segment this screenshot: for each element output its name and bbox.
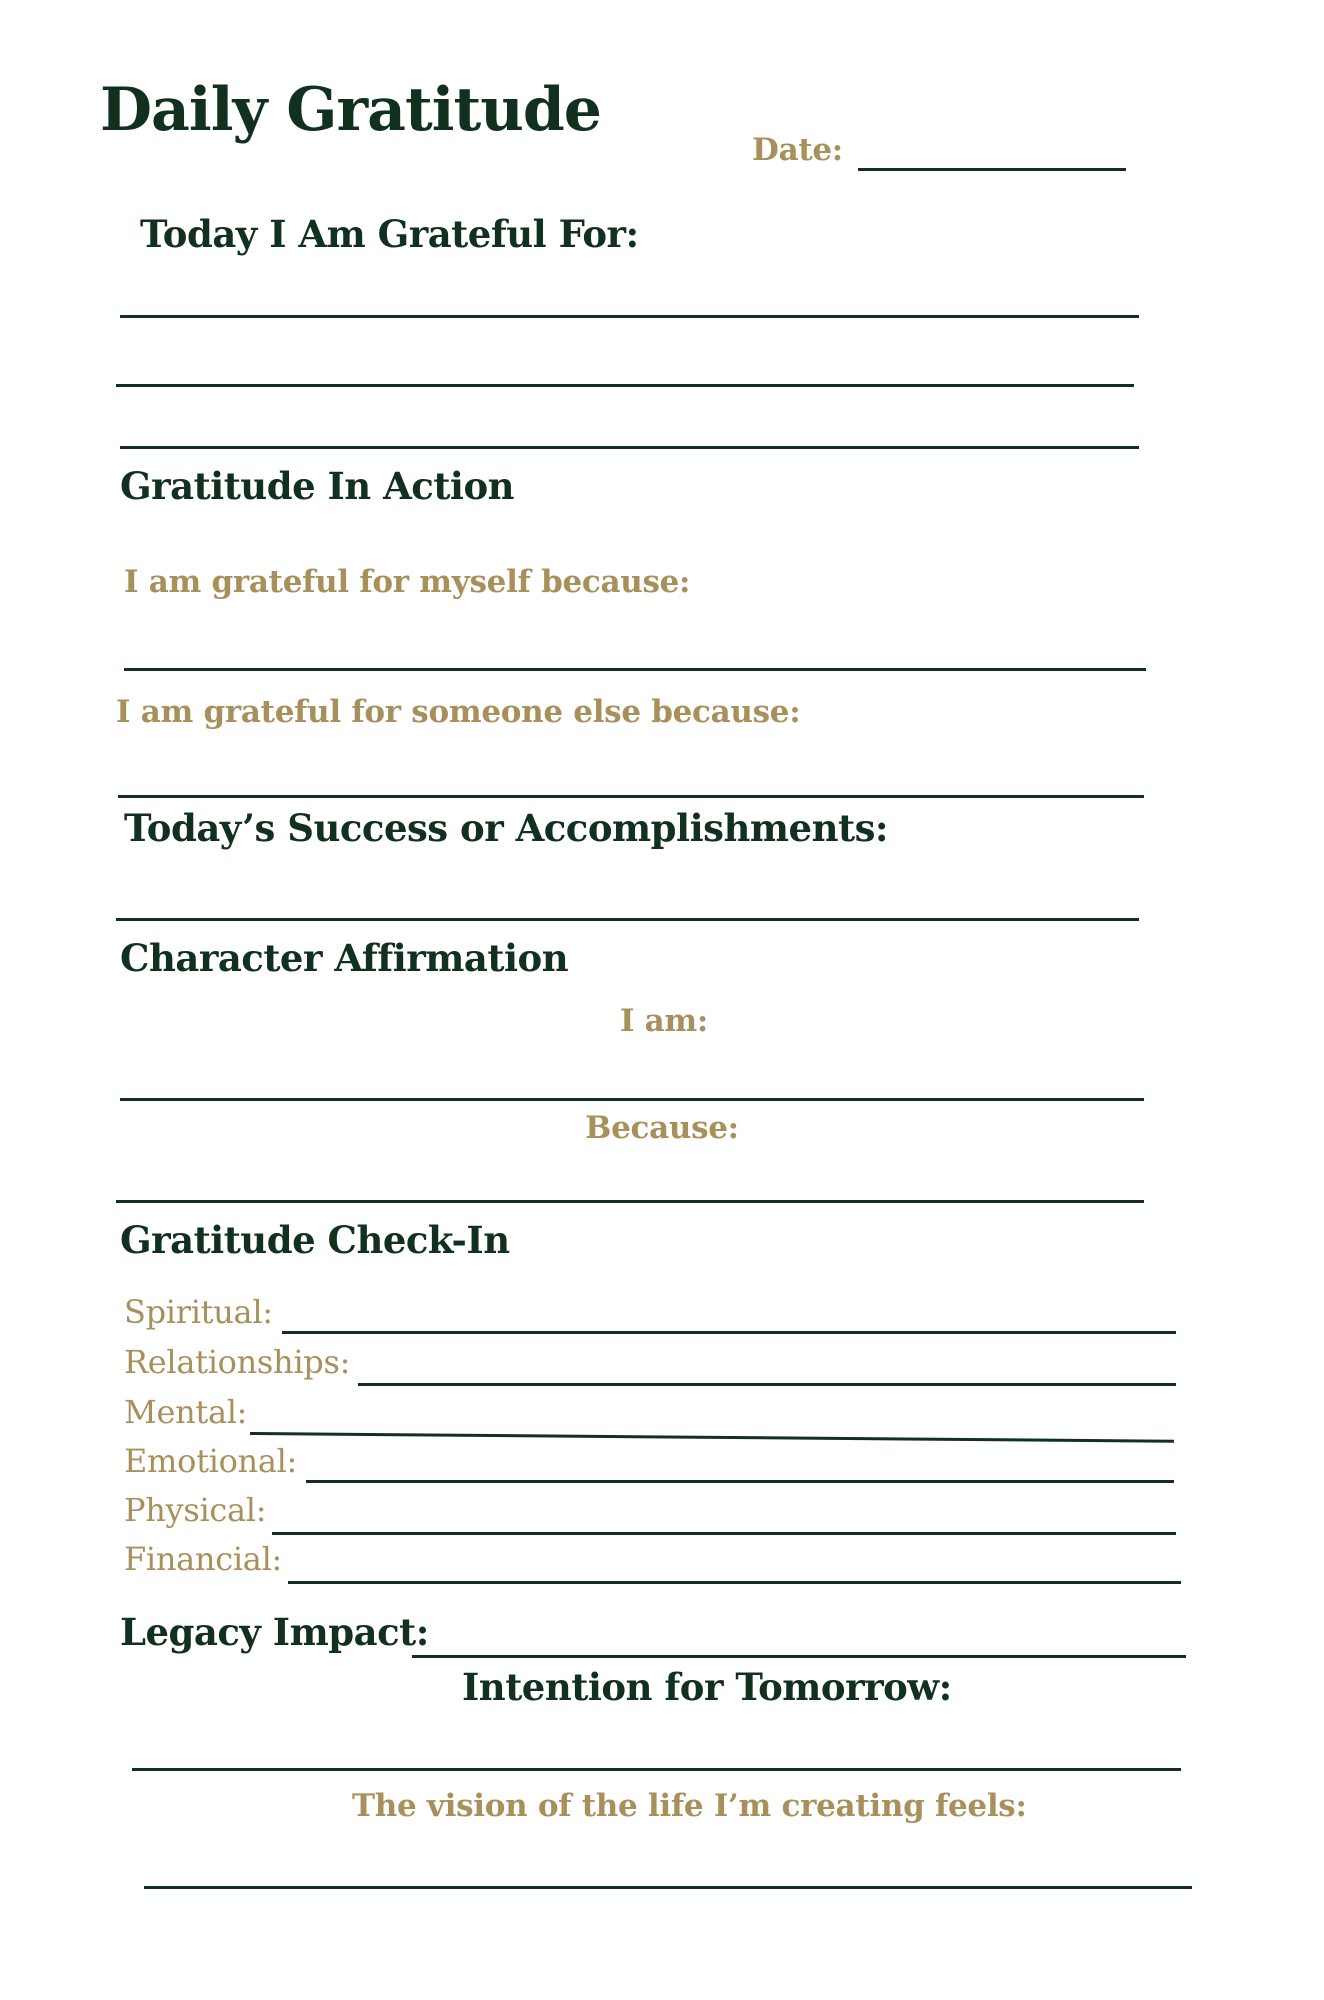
grateful-for-line-3[interactable] bbox=[120, 446, 1139, 449]
grateful-for-line-2[interactable] bbox=[116, 384, 1134, 387]
success-line[interactable] bbox=[116, 918, 1139, 921]
check-in-heading: Gratitude Check-In bbox=[120, 1218, 510, 1262]
vision-label: The vision of the life I’m creating feels: bbox=[352, 1788, 1027, 1824]
i-am-line[interactable] bbox=[120, 1098, 1144, 1101]
check-in-financial-line[interactable] bbox=[288, 1581, 1181, 1584]
grateful-for-line-1[interactable] bbox=[120, 315, 1139, 318]
date-label: Date: bbox=[752, 132, 843, 168]
grateful-someone-line[interactable] bbox=[118, 795, 1144, 798]
gratitude-in-action-heading: Gratitude In Action bbox=[120, 464, 515, 508]
check-in-physical-label: Physical: bbox=[124, 1491, 267, 1529]
check-in-emotional-label: Emotional: bbox=[124, 1442, 298, 1480]
check-in-mental-line[interactable] bbox=[250, 1432, 1174, 1443]
check-in-spiritual-label: Spiritual: bbox=[124, 1293, 273, 1331]
i-am-label: I am: bbox=[619, 1003, 709, 1039]
grateful-myself-label: I am grateful for myself because: bbox=[124, 564, 691, 600]
check-in-financial-label: Financial: bbox=[124, 1540, 282, 1578]
because-label: Because: bbox=[585, 1110, 739, 1146]
because-line[interactable] bbox=[116, 1200, 1144, 1203]
grateful-myself-line[interactable] bbox=[124, 668, 1146, 671]
grateful-for-heading: Today I Am Grateful For: bbox=[140, 212, 639, 256]
page-title: Daily Gratitude bbox=[100, 75, 601, 145]
intention-tomorrow-line[interactable] bbox=[132, 1768, 1181, 1771]
date-field[interactable] bbox=[858, 168, 1126, 171]
check-in-relationships-line[interactable] bbox=[358, 1383, 1176, 1386]
character-affirmation-heading: Character Affirmation bbox=[120, 936, 569, 980]
legacy-impact-line[interactable] bbox=[412, 1655, 1186, 1658]
check-in-relationships-label: Relationships: bbox=[124, 1343, 351, 1381]
check-in-mental-label: Mental: bbox=[124, 1393, 248, 1431]
check-in-physical-line[interactable] bbox=[272, 1532, 1176, 1535]
check-in-emotional-line[interactable] bbox=[306, 1480, 1174, 1483]
success-heading: Today’s Success or Accomplishments: bbox=[124, 806, 889, 850]
intention-tomorrow-heading: Intention for Tomorrow: bbox=[462, 1665, 952, 1709]
vision-line[interactable] bbox=[144, 1886, 1192, 1889]
check-in-spiritual-line[interactable] bbox=[282, 1331, 1176, 1334]
grateful-someone-label: I am grateful for someone else because: bbox=[116, 694, 801, 730]
legacy-impact-label: Legacy Impact: bbox=[120, 1610, 429, 1654]
